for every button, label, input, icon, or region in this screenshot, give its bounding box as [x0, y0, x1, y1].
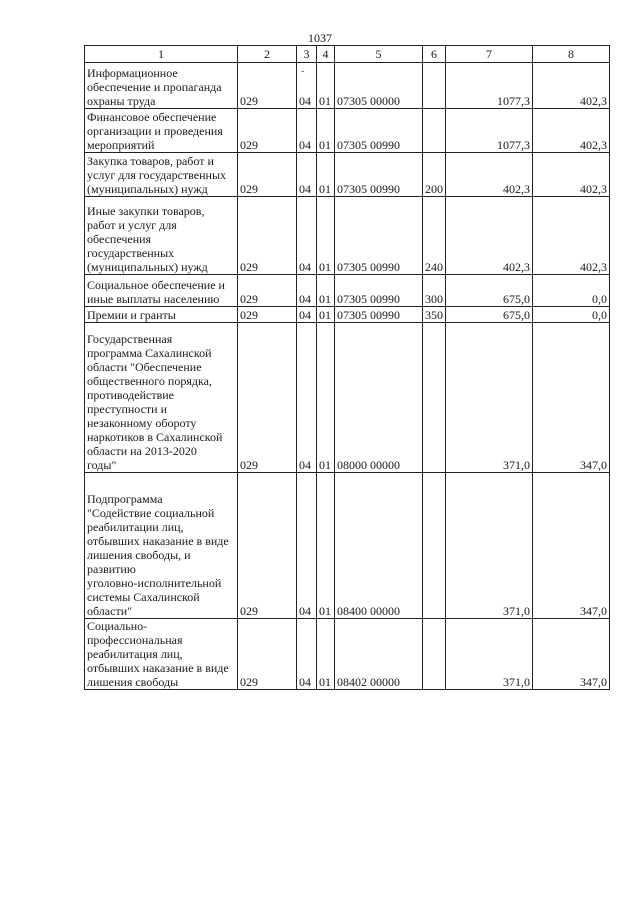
- header-cell: 7: [446, 46, 533, 63]
- row-value-cell-c7: 675,0: [446, 307, 533, 323]
- table-row: [85, 473, 610, 619]
- row-value-cell-c6: [423, 473, 446, 619]
- table-row: [85, 275, 610, 307]
- row-value-cell-c4: 01: [317, 197, 335, 275]
- table-row: [85, 323, 610, 473]
- table-row: [85, 307, 610, 323]
- row-value-cell-c6: 300: [423, 275, 446, 307]
- scan-mark: -: [301, 66, 305, 77]
- row-value-cell-c5: 08400 00000: [335, 473, 423, 619]
- table-row: [85, 197, 610, 275]
- row-name-cell: Подпрограмма "Содействие социальной реабилитации лиц, отбывших наказание в виде лишения свободы, и развитию уголовно-исполнительной системы Сахалинской области": [85, 473, 238, 619]
- row-value-cell-c8: 0,0: [533, 275, 610, 307]
- header-cell: 1: [85, 46, 238, 63]
- row-value-cell-c3: 04: [297, 307, 317, 323]
- row-value-cell-c3: 04: [297, 275, 317, 307]
- row-value-cell-c4: 01: [317, 473, 335, 619]
- row-value-cell-c6: [423, 63, 446, 109]
- table-row: [85, 153, 610, 197]
- budget-table: [84, 45, 610, 690]
- row-value-cell-c4: 01: [317, 109, 335, 153]
- row-value-cell-c2: 029: [238, 109, 297, 153]
- row-value-cell-c8: 347,0: [533, 473, 610, 619]
- row-name-cell: Государственная программа Сахалинской области "Обеспечение общественного порядка, противодействие преступности и незаконному обороту наркотиков в Сахалинской области на 2013-2020 годы": [85, 323, 238, 473]
- row-value-cell-c6: 240: [423, 197, 446, 275]
- row-value-cell-c3: 04: [297, 197, 317, 275]
- row-value-cell-c5: 08402 00000: [335, 619, 423, 690]
- row-value-cell-c7: 675,0: [446, 275, 533, 307]
- row-value-cell-c7: 371,0: [446, 473, 533, 619]
- table-body: [85, 46, 610, 690]
- row-value-cell-c3: 04: [297, 619, 317, 690]
- row-value-cell-c2: 029: [238, 63, 297, 109]
- row-value-cell-c5: 07305 00000: [335, 63, 423, 109]
- row-value-cell-c3: 04: [297, 323, 317, 473]
- row-value-cell-c5: 07305 00990: [335, 109, 423, 153]
- row-value-cell-c4: 01: [317, 275, 335, 307]
- header-cell: 5: [335, 46, 423, 63]
- page-number: 1037: [308, 31, 332, 45]
- row-value-cell-c7: 371,0: [446, 323, 533, 473]
- row-value-cell-c7: 402,3: [446, 153, 533, 197]
- header-row: [85, 46, 610, 63]
- row-value-cell-c3: 04: [297, 153, 317, 197]
- row-value-cell-c5: 07305 00990: [335, 197, 423, 275]
- row-value-cell-c3: 04: [297, 63, 317, 109]
- row-name-cell: Премии и гранты: [85, 307, 238, 323]
- row-value-cell-c3: 04: [297, 473, 317, 619]
- row-value-cell-c5: 07305 00990: [335, 307, 423, 323]
- row-name-cell: Финансовое обеспечение организации и проведения мероприятий: [85, 109, 238, 153]
- row-value-cell-c7: 402,3: [446, 197, 533, 275]
- row-value-cell-c2: 029: [238, 323, 297, 473]
- header-cell: 2: [238, 46, 297, 63]
- table-row: [85, 619, 610, 690]
- header-cell: 6: [423, 46, 446, 63]
- row-value-cell-c8: 402,3: [533, 153, 610, 197]
- row-value-cell-c7: 1077,3: [446, 63, 533, 109]
- row-value-cell-c6: 350: [423, 307, 446, 323]
- row-value-cell-c8: 347,0: [533, 323, 610, 473]
- row-value-cell-c2: 029: [238, 275, 297, 307]
- row-name-cell: Социально- профессиональная реабилитация лиц, отбывших наказание в виде лишения свободы: [85, 619, 238, 690]
- row-value-cell-c4: 01: [317, 323, 335, 473]
- row-value-cell-c6: [423, 619, 446, 690]
- row-value-cell-c8: 347,0: [533, 619, 610, 690]
- row-value-cell-c5: 08000 00000: [335, 323, 423, 473]
- row-value-cell-c4: 01: [317, 307, 335, 323]
- row-value-cell-c2: 029: [238, 153, 297, 197]
- row-value-cell-c4: 01: [317, 63, 335, 109]
- row-value-cell-c8: 402,3: [533, 197, 610, 275]
- row-value-cell-c6: [423, 109, 446, 153]
- row-name-cell: Социальное обеспечение и иные выплаты населению: [85, 275, 238, 307]
- table-row: [85, 63, 610, 109]
- row-value-cell-c8: 402,3: [533, 63, 610, 109]
- row-name-cell: Информационное обеспечение и пропаганда охраны труда: [85, 63, 238, 109]
- row-name-cell: Закупка товаров, работ и услуг для государственных (муниципальных) нужд: [85, 153, 238, 197]
- row-value-cell-c5: 07305 00990: [335, 153, 423, 197]
- row-value-cell-c6: [423, 323, 446, 473]
- row-value-cell-c7: 1077,3: [446, 109, 533, 153]
- row-value-cell-c5: 07305 00990: [335, 275, 423, 307]
- row-value-cell-c3: 04: [297, 109, 317, 153]
- row-value-cell-c4: 01: [317, 153, 335, 197]
- header-cell: 8: [533, 46, 610, 63]
- row-value-cell-c2: 029: [238, 619, 297, 690]
- row-value-cell-c6: 200: [423, 153, 446, 197]
- row-value-cell-c7: 371,0: [446, 619, 533, 690]
- row-value-cell-c2: 029: [238, 197, 297, 275]
- header-cell: 3: [297, 46, 317, 63]
- row-value-cell-c8: 0,0: [533, 307, 610, 323]
- row-name-cell: Иные закупки товаров, работ и услуг для обеспечения государственных (муниципальных) нужд: [85, 197, 238, 275]
- row-value-cell-c2: 029: [238, 307, 297, 323]
- row-value-cell-c2: 029: [238, 473, 297, 619]
- table-row: [85, 109, 610, 153]
- header-cell: 4: [317, 46, 335, 63]
- row-value-cell-c4: 01: [317, 619, 335, 690]
- row-value-cell-c8: 402,3: [533, 109, 610, 153]
